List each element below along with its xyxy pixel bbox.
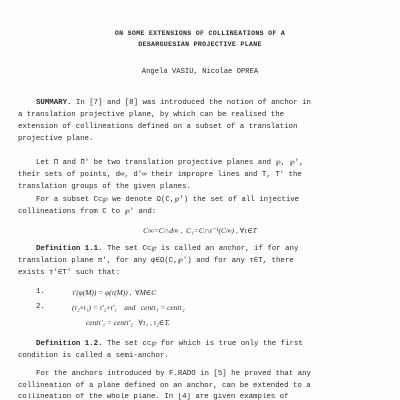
definition-1-1-label: Definition 1.1. (36, 245, 103, 253)
definition-1-1-line-3: exists τ'∈T' such that: (18, 269, 121, 277)
authors: Angela VASIU, Nicolae OPREA (141, 68, 259, 76)
summary-line-2: a translation projective plane, by which can be realised the (18, 111, 285, 119)
definition-1-2-line-2: condition is called a semi-anchor. (18, 352, 169, 360)
summary-line-1 (36, 99, 400, 108)
intro-line-1: Let Π and Π' be two translation projective planes and ℘, ℘', (36, 159, 304, 167)
definition-1-2-text: The set c⊂℘ for which is true only the first (102, 340, 303, 348)
condition-2: (τ₂∘τ₁) = τ'₂∘τ'₁ and centτ₁ = centτ₂ (72, 303, 185, 312)
closing-line-1: For the anchors introduced by F.RADO in [5] he proved that any (36, 370, 311, 378)
condition-number-2: 2. (36, 303, 45, 311)
closing-line-3: collineation of the whole plane. In [4] are given examples of (18, 393, 289, 400)
intro-line-2: their sets of points, d∞, d'∞ their impropre lines and T, T' the (18, 171, 302, 179)
main-equation: C∞=C∩d∞ , C₁=C∩τ⁻¹(C∞) , ∀τ∈T (143, 226, 257, 235)
summary-line-3: extension of collineations defined on a subset of a translation (18, 123, 298, 131)
definition-1-2-line-1 (36, 340, 400, 349)
definition-1-1-text: The set C⊂℘ is called an anchor, if for any (102, 245, 299, 253)
condition-2-continued: centτ'₁ = centτ'₂ ∀τ₁ , τ₂∈T. (86, 318, 170, 327)
condition-1: τ'(φ(M)) = φ(τ(M)) , ∀M∈C (72, 288, 157, 297)
summary-label: SUMMARY. (36, 99, 72, 107)
paper-title-line-1: ON SOME EXTENSIONS OF COLLINEATIONS OF A (114, 30, 286, 37)
definition-1-2-label: Definition 1.2. (36, 340, 103, 348)
definition-1-1-line-2: translation plane π', for any φ∈Ω(C,℘') and for any τ∈T, there (18, 257, 294, 265)
intro-line-5: collineations from C to ℘' and: (18, 208, 157, 216)
intro-line-4: For a subset C⊂℘ we denote Ω(C,℘') the set of all injective (36, 196, 300, 204)
intro-line-3: translation groups of the given planes. (18, 183, 191, 191)
summary-text-1: In [7] and [8] was introduced the notion of anchor in (71, 99, 311, 107)
summary-line-4: projective plane. (18, 135, 94, 143)
condition-number-1: 1. (36, 288, 45, 296)
definition-1-1-line-1 (36, 245, 400, 254)
closing-line-2: collineation of a plane defined on an anchor, can be extended to a (18, 382, 311, 390)
paper-title-line-2: DESARGUESIAN PROJECTIVE PLANE (138, 41, 262, 48)
